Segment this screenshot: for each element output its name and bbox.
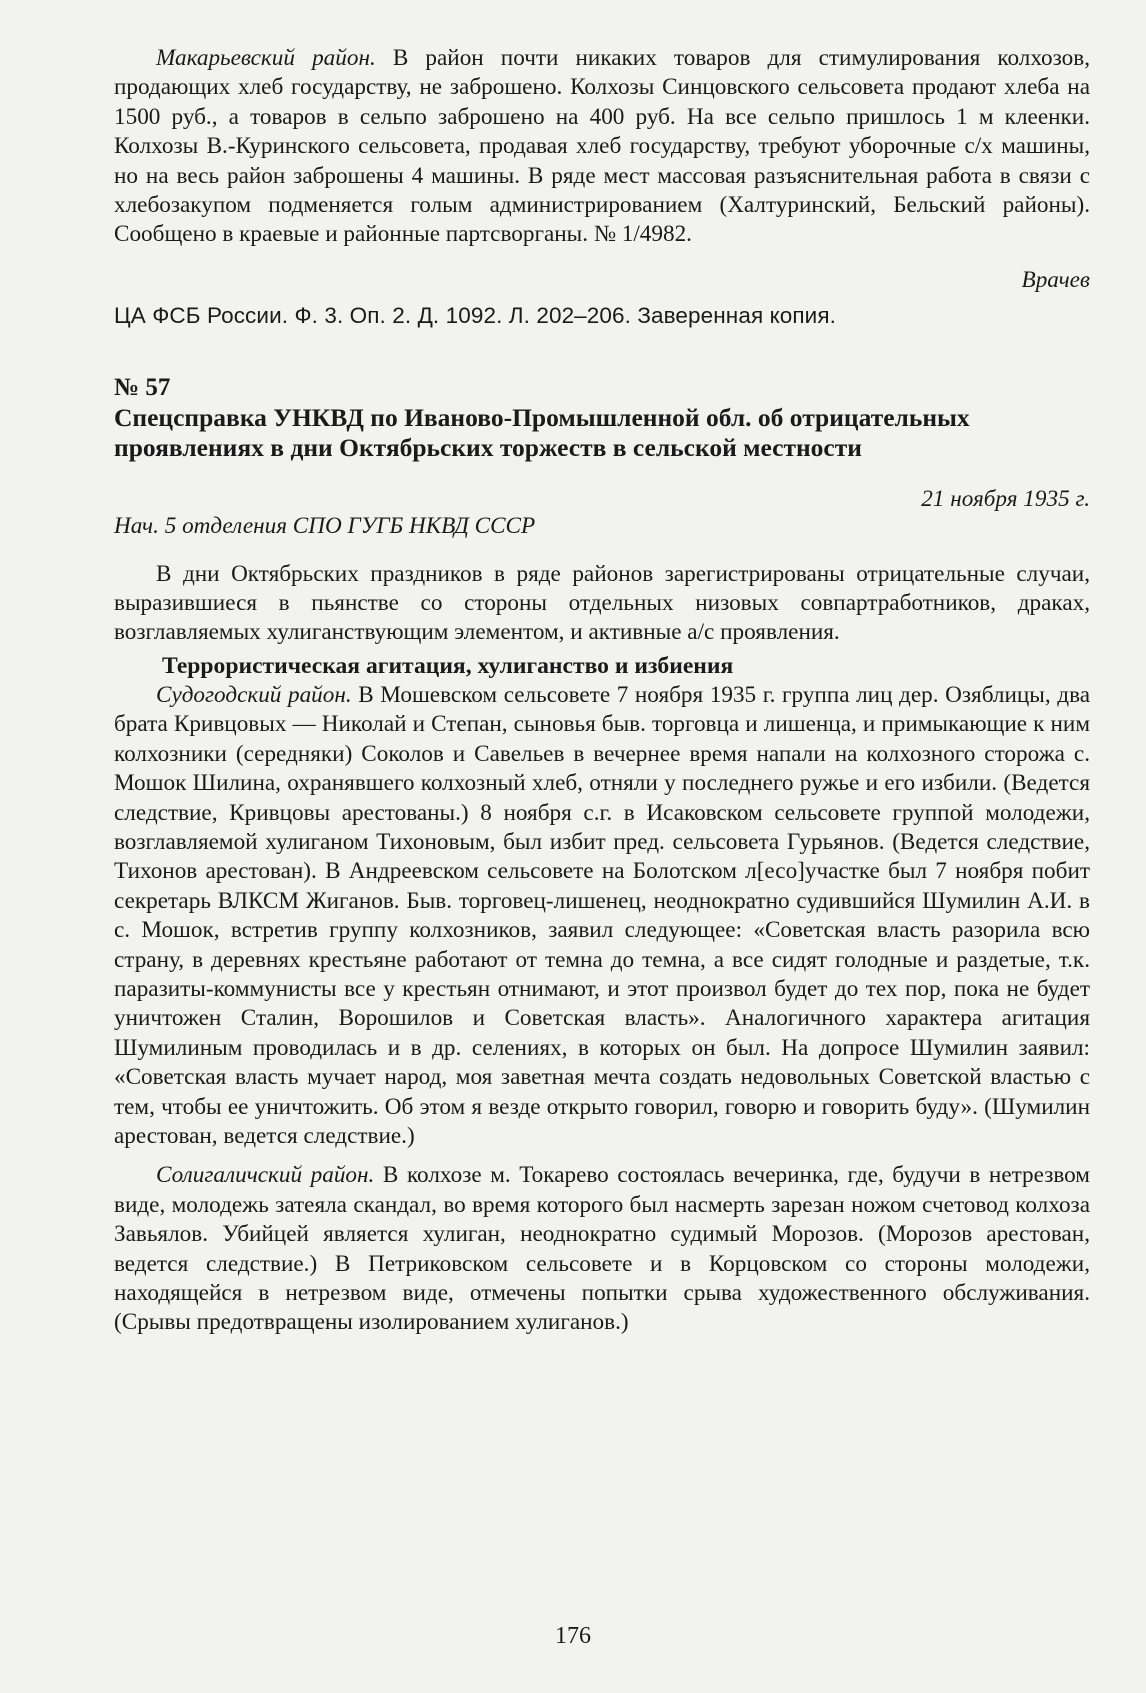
lead-paragraph: В дни Октябрьских праздников в ряде районов зарегистрированы отрицательные случаи, выразившиеся в пьянстве со стороны отдельных низовых совпартработников, драках, возглавляемых хулиганствующим элементом, и активные а/с проявления. [114,560,1090,646]
document-title: Спецсправка УНКВД по Иваново-Промышленной обл. об отрицательных проявлениях в дни Октябрьских торжеств в сельской местности [114,402,970,463]
intro-text: В район почти никаких товаров для стимулирования колхозов, продающих хлеб государству, не заброшено. Колхозы Синцовского сельсовета продают хлеба на 1500 руб., а товаров в сельпо заброшено на 400 руб. На все сельпо пришлось 1 м клеенки. Колхозы В.-Куринского сельсовета, продавая хлеб государству, требуют уборочные с/х машины, но на весь район заброшены 4 машины. В ряде мест массовая разъяснительная работа в связи с хлебозакупом подменяется голым администрированием (Халтуринский, Бельский районы). Сообщено в краевые и районные партсворганы. № 1/4982. [114,45,1090,248]
signature: Врачев [1021,266,1090,293]
sudogda-text: В Мошевском сельсовете 7 ноября 1935 г. группа лиц дер. Озяблицы, два брата Кривцовых — Николай и Степан, сыновья быв. торговца и лишенца, и примыкающие к ним колхозники (середняки) Соколов и Савельев в вечернее время напали на колхозного сторожа с. Мошок Шилина, охранявшего колхозный хлеб, отняли у последнего ружье и его избили. (Ведется следствие, Кривцовы арестованы.) 8 ноября с.г. в Исаковском сельсовете группой молодежи, возглавляемой хулиганом Тихоновым, был избит пред. сельсовета Гурьянов. (Ведется следствие, Тихонов арестован). В Андреевском сельсовете на Болотском л[есо]участке был 7 ноября побит секретарь ВЛКСМ Жиганов. Быв. торговец-лишенец, неоднократно судившийся Шумилин А.И. в с. Мошок, встретив группу колхозников, заявил следующее: «Советская власть разорила всю страну, в деревнях крестьяне работают от темна до темна, а все сидят голодные и раздетые, т.к. паразиты-коммунисты все у крестьян отнимают, и этот произвол будет до тех пор, пока не будет уничтожен Сталин, Ворошилов и Советская власть». Аналогичного характера агитация Шумилиным проводилась и в др. селениях, в которых он был. На допросе Шумилин заявил: «Советская власть мучает народ, моя заветная мечта создать недовольных Советской властью с тем, чтобы ее уничтожить. Об этом я везде открыто говорил, говорю и говорить буду». (Шумилин арестован, ведется следствие.) [114,681,1090,1149]
intro-paragraph [114,44,1090,250]
soligalich-district: Солигаличский район. [156,1162,375,1189]
soligalich-paragraph [114,1161,1090,1337]
sudogda-paragraph [114,681,1090,1152]
intro-district: Макарьевский район. [156,45,376,71]
sudogda-district: Судогодский район. [156,681,352,708]
document-author: Нач. 5 отделения СПО ГУГБ НКВД СССР [114,512,536,539]
document-number: № 57 [114,373,171,401]
page-number: 176 [555,1623,591,1649]
document-date: 21 ноября 1935 г. [921,485,1090,512]
page-content [114,44,1090,1338]
archive-reference: ЦА ФСБ России. Ф. 3. Оп. 2. Д. 1092. Л. 202–206. Заверенная копия. [114,303,836,329]
section-heading: Террористическая агитация, хулиганство и избиения [162,652,734,679]
soligalich-text: В колхозе м. Токарево состоялась вечеринка, где, будучи в нетрезвом виде, молодежь затеяла скандал, во время которого был насмерть зарезан ножом счетовод колхоза Завьялов. Убийцей является хулиган, неоднократно судимый Морозов. (Морозов арестован, ведется следствие.) В Петриковском сельсовете и в Корцовском со стороны молодежи, находящейся в нетрезвом виде, отмечены попытки срыва художественного обслуживания. (Срывы предотвращены изолированием хулиганов.) [114,1162,1090,1336]
